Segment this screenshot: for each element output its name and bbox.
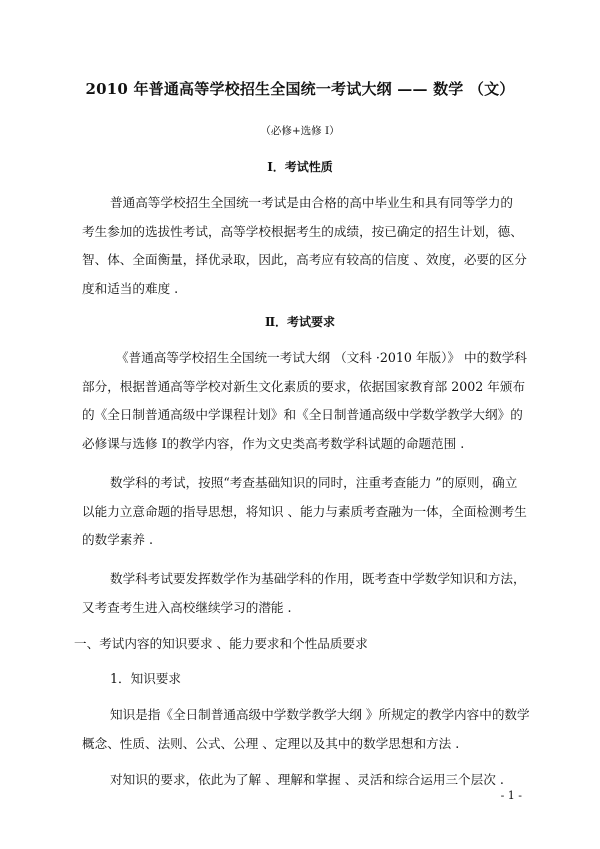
page-number: - 1 - [500,789,522,802]
paragraph-line: 的数学素养 . [82,532,153,547]
paragraph-line: 的《全日制普通高级中学课程计划》和《全日制普通高级中学数学教学大纲》的 [82,407,523,422]
paragraph-line: 对知识的要求，依此为了解 、理解和掌握 、灵活和综合运用三个层次 . [110,772,504,787]
paragraph-line: 《普通高等学校招生全国统一考试大纲 （文科 ·2010 年版）》 中的数学科 [116,350,527,365]
paragraph-line: 考生参加的选拔性考试，高等学校根据考生的成绩，按已确定的招生计划，德、 [82,224,523,239]
paragraph-line: 必修课与选修 Ⅰ的教学内容，作为文史类高考数学科试题的命题范围 . [82,436,465,451]
page-title: 2010 年普通高等学校招生全国统一考试大纲 —— 数学 （文） [85,80,515,98]
section-heading-exam-requirements: Ⅱ．考试要求 [264,315,336,329]
item-heading-knowledge: 1．知识要求 [110,671,181,686]
paragraph-line: 度和适当的难度 . [82,281,179,296]
section-heading-exam-nature: Ⅰ．考试性质 [267,160,333,174]
paragraph-line: 数学科考试要发挥数学作为基础学科的作用，既考查中学数学知识和方法， [110,571,526,586]
paragraph-line: 知识是指《全日制普通高级中学数学教学大纲 》所规定的教学内容中的数学 [110,707,530,722]
paragraph-line: 以能力立意命题的指导思想，将知识 、能力与素质考查融为一体，全面检测考生 [82,504,527,519]
paragraph-line: 概念、性质、法则、公式、公理 、定理以及其中的数学思想和方法 . [82,736,460,751]
paragraph-line: 数学科的考试，按照“考查基础知识的同时，注重考查能力 ”的原则，确立 [110,475,518,490]
page-subtitle: （必修+选修 Ⅰ） [260,125,340,137]
paragraph-line: 智、体、全面衡量，择优录取，因此，高考应有较高的信度 、效度，必要的区分 [82,252,527,267]
paragraph-line: 部分，根据普通高等学校对新生文化素质的要求，依据国家教育部 2002 年颁布 [82,379,526,394]
subsection-heading: 一、考试内容的知识要求 、能力要求和个性品质要求 [74,636,368,651]
paragraph-line: 又考查考生进入高校继续学习的潜能 . [82,600,292,615]
paragraph-line: 普通高等学校招生全国统一考试是由合格的高中毕业生和具有同等学力的 [110,195,513,210]
